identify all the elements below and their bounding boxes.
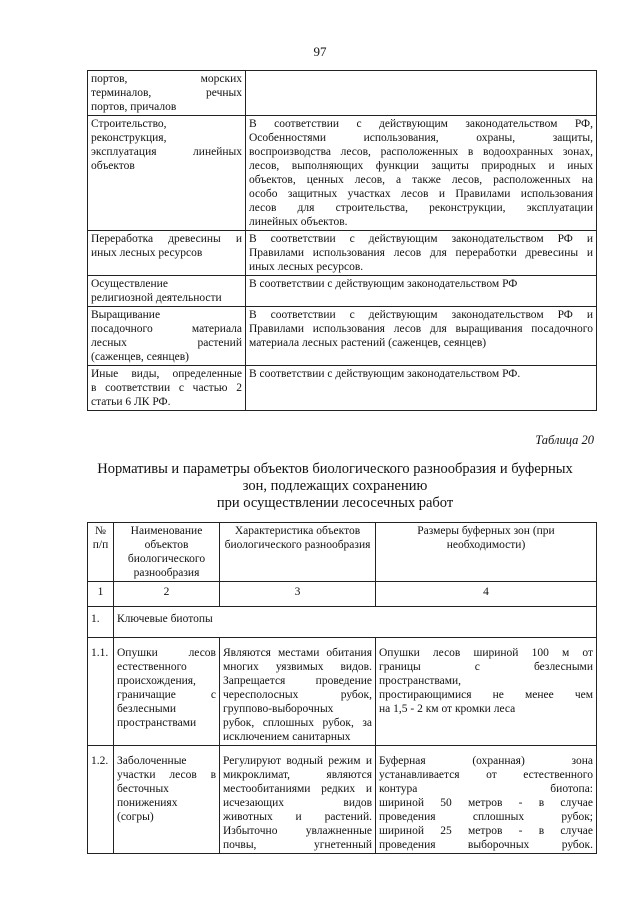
text-line: иных лесных ресурсов. [249,261,364,273]
text-line: контура биотопа: [379,783,593,795]
text-line: Избыточно увлажненные [223,825,372,837]
text-line: В соответствии с действующим законодательством РФ, [249,118,593,130]
text-line: В соответствии с действующим законодательством РФ. [249,368,521,380]
buffer-size-cell [376,746,597,854]
text-line: устанавливается от естественного [379,769,593,781]
characteristic-cell [220,746,376,854]
text-line: терминалов, речных [91,87,242,99]
text-line: объектов, ценных лесов, а также лесов, расположенных на [249,174,593,186]
requirements-cell [246,116,597,231]
text-line: лесных растений [91,337,242,349]
activity-type-cell [88,71,246,116]
text-line: портов, причалов [91,101,177,113]
text-line: границы с безлесными [379,661,593,673]
text-line: Осуществление [91,278,168,290]
text-line: граничащие с [117,689,216,701]
table-row [88,71,597,116]
text-line: пространствами [117,717,197,729]
activity-type-cell [88,231,246,276]
header-buffer-size: Размеры буферных зон (при необходимости) [376,523,597,582]
text-line: материала лесных растений (саженцев, сеянцев) [249,337,487,349]
section-title: Ключевые биотопы [114,607,597,638]
text-line: Регулируют водный режим и [223,755,372,767]
section-number: 1. [88,607,114,638]
text-line: проведения сплошных рубок; [379,811,593,823]
header-number: № п/п [88,523,114,582]
text-line: Иные виды, определенные [91,368,242,380]
text-line: эксплуатация линейных [91,146,242,158]
text-line: Переработка древесины и [91,233,242,245]
text-line: почвы, угнетенный [223,839,372,851]
text-line: пространствами, [379,675,462,687]
text-line: воспроизводства лесов, расположенных в водоохранных зонах, [249,146,593,158]
text-line: многих уязвимых видов. [223,661,372,673]
requirements-cell [246,71,597,116]
text-line: простирающимися не менее чем [379,689,593,701]
table-row [88,366,597,411]
table-20-label: Таблица 20 [535,433,594,447]
object-name-cell [114,638,220,746]
text-line: портов, морских [91,73,242,85]
characteristic-cell [220,638,376,746]
column-number: 1 [88,582,114,607]
text-line: микроклимат, являются [223,769,372,781]
column-number: 2 [114,582,220,607]
column-number-row [88,582,597,607]
text-line: бесточных [117,783,169,795]
column-number: 3 [220,582,376,607]
biodiversity-buffer-zones-table [87,522,597,854]
text-line: религиозной деятельности [91,292,222,304]
text-line: шириной 25 метров - в случае [379,825,593,837]
text-line: участки лесов в [117,769,216,781]
row-number: 1.1. [88,638,114,746]
heading-line-2: зон, подлежащих сохранению [242,478,428,494]
text-line: в соответствии с частью 2 [91,382,242,394]
text-line: В соответствии с действующим законодательством РФ и [249,309,593,321]
text-line: (согры) [117,811,154,823]
activity-type-cell [88,366,246,411]
text-line: Правилами использования лесов для выращивания посадочного [249,323,593,335]
text-line: Опушки лесов [117,647,216,659]
text-line: посадочного материала [91,323,242,335]
text-line: происхождения, [117,675,196,687]
text-line: Строительство, [91,118,167,130]
section-row [88,607,597,638]
activity-type-cell [88,307,246,366]
buffer-size-cell [376,638,597,746]
text-line: естественного [117,661,187,673]
text-line: лесов, выполняющих функции защиты природных и иных [249,160,593,172]
text-line: Заболоченные [117,755,187,767]
column-number: 4 [376,582,597,607]
text-line: рубок, сплошных рубок, за [223,717,372,729]
heading-line-3: при осуществлении лесосечных работ [216,495,454,511]
heading-line-1: Нормативы и параметры объектов биологического разнообразия и буферных [97,461,573,477]
table-row [88,276,597,307]
text-line: животных и растений. [223,811,372,823]
text-line: Буферная (охранная) зона [379,755,593,767]
page-number: 97 [313,44,327,59]
row-number: 1.2. [88,746,114,854]
text-line: особо защитных участках лесов и Правилами использования [249,188,593,200]
text-line: Выращивание [91,309,161,321]
text-line: Особенностями использования, охраны, защиты, [249,132,593,144]
activity-type-cell [88,276,246,307]
table-row [88,116,597,231]
table-row [88,638,597,746]
text-line: чересполосных рубок, [223,689,372,701]
text-line: иных лесных ресурсов [91,247,203,259]
text-line: исключением санитарных [223,731,351,743]
table-row [88,307,597,366]
text-line: Опушки лесов шириной 100 м от [379,647,593,659]
text-line: на 1,5 - 2 км от кромки леса [379,703,516,715]
text-line: понижениях [117,797,178,809]
text-line: проведения выборочных рубок. [379,839,593,851]
requirements-cell [246,307,597,366]
activity-type-cell [88,116,246,231]
text-line: безлесными [117,703,177,715]
forest-use-table-continuation [87,70,597,411]
object-name-cell [114,746,220,854]
text-line: линейных объектов. [249,216,348,228]
table-row [88,746,597,854]
table-20-heading [70,461,600,512]
text-line: (саженцев, сеянцев) [91,351,189,363]
text-line: Запрещается проведение [223,675,372,687]
requirements-cell [246,366,597,411]
text-line: местообитаниями редких и [223,783,372,795]
text-line: лесов для строительства, реконструкции, эксплуатации [249,202,593,214]
table-row [88,231,597,276]
text-line: статьи 6 ЛК РФ. [91,396,171,408]
text-line: В соответствии с действующим законодательством РФ и [249,233,593,245]
requirements-cell [246,276,597,307]
text-line: группово-выборочных [223,703,334,715]
text-line: шириной 50 метров - в случае [379,797,593,809]
header-object-name: Наименование объектов биологического разнообразия [114,523,220,582]
text-line: реконструкция, [91,132,167,144]
requirements-cell [246,231,597,276]
header-characteristic: Характеристика объектов биологического разнообразия [220,523,376,582]
text-line: Являются местами обитания [223,647,372,659]
text-line: исчезающих видов [223,797,372,809]
text-line: объектов [91,160,135,172]
table-header-row [88,523,597,582]
text-line: В соответствии с действующим законодательством РФ [249,278,518,290]
text-line: Правилами использования лесов для переработки древесины и [249,247,593,259]
